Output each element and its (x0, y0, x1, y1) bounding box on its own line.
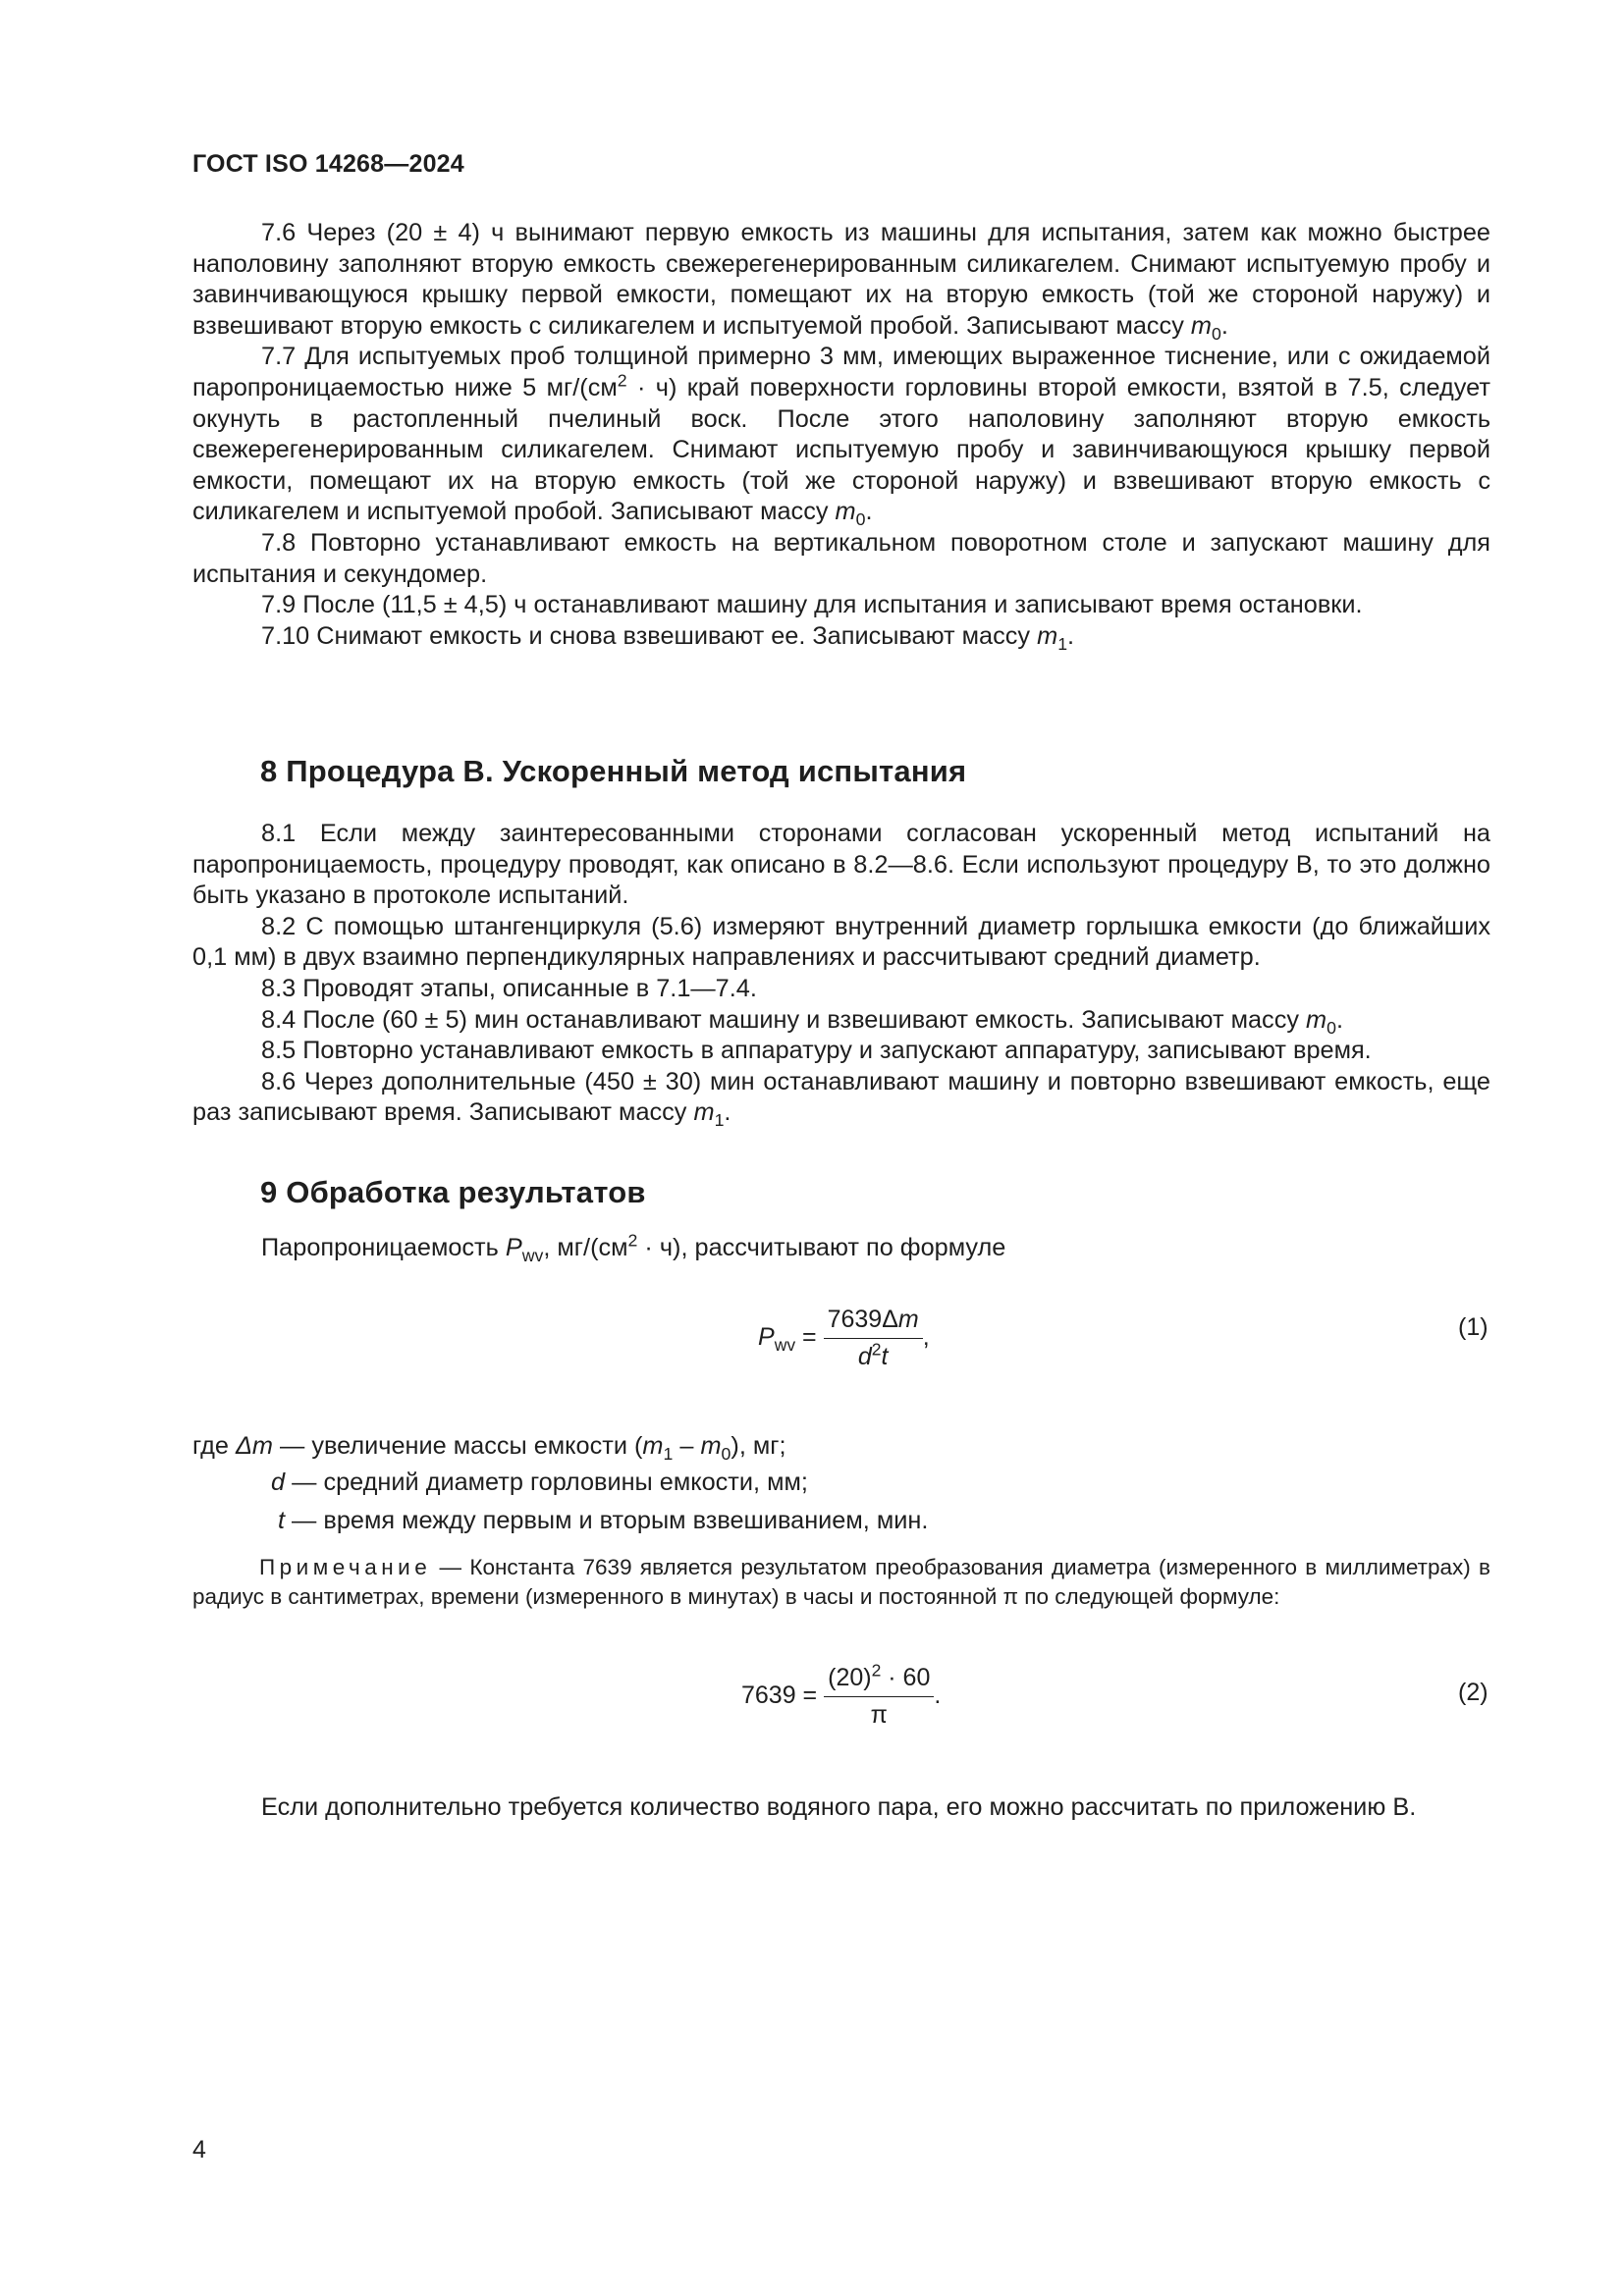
where-symbol: t (278, 1507, 286, 1534)
mass-symbol: m (693, 1098, 715, 1127)
paragraph-7-6 (192, 218, 1490, 342)
section-9-heading: 9 Обработка результатов (260, 1175, 646, 1209)
formula-2-fraction (824, 1660, 934, 1730)
where-text: средний диаметр горловины емкости, мм; (323, 1468, 808, 1496)
formula-2-numerator (824, 1660, 934, 1697)
where-end: ), мг; (731, 1432, 786, 1460)
subscript-1: 1 (714, 1110, 725, 1131)
subscript-1: 1 (663, 1444, 674, 1465)
mass-symbol: m (1190, 311, 1212, 340)
closing-block (192, 1792, 1490, 1824)
period: . (1067, 621, 1075, 650)
subscript-wv: wv (521, 1246, 544, 1266)
formula-2-period: . (934, 1682, 942, 1710)
paragraph-7-7-text-b: · ч) край поверхности горловины второй емкости, взятой в 7.5, следует окунуть в растопленный пчелиный воск. После этого наполовину заполняют вторую емкость свежерегенерированным силикагелем. Снимают испытуемую пробу и завинчивающуюся крышку первой емкости, помещают их на вторую емкость (той же стороной наружу) и взвешивают вторую емкость с силикагелем и испытуемой пробой. Записывают массу (192, 373, 1490, 526)
formula-2-lhs: 7639 = (741, 1682, 818, 1710)
section-9-intro (192, 1230, 1490, 1266)
period: . (865, 498, 873, 526)
where-item-delta-m (192, 1431, 786, 1465)
paragraph-7-7-text-a: 7.7 Для испытуемых проб толщиной примерно 3 мм, имеющих выраженное тиснение, или с ожидаемой паропроницаемостью ниже 5 мг/(см (192, 343, 1490, 401)
formula-1 (758, 1306, 930, 1371)
where-item-d (271, 1468, 808, 1498)
period: . (724, 1098, 731, 1127)
where-symbol: d (271, 1468, 286, 1496)
paragraph-7-6-text: 7.6 Через (20 ± 4) ч вынимают первую емкость из машины для испытания, затем как можно быстрее наполовину заполняют вторую емкость свежерегенерированным силикагелем. Снимают испытуемую пробу и завинчивающуюся крышку первой емкости, помещают их на вторую емкость (той же стороной наружу) и взвешивают вторую емкость с силикагелем и испытуемой пробой. Записывают массу (192, 219, 1490, 340)
document-header: ГОСТ ISO 14268—2024 (192, 150, 464, 178)
formula-2-denominator: π (870, 1701, 888, 1729)
period: . (1335, 1005, 1343, 1034)
paragraph-8-2: 8.2 С помощью штангенциркуля (5.6) измеряют внутренний диаметр горлышка емкости (до ближайших 0,1 мм) в двух взаимно перпендикулярных направлениях и рассчитывают средний диаметр. (192, 912, 1490, 972)
intro-text-c: · ч), рассчитывают по формуле (637, 1234, 1006, 1261)
paragraph-8-5: 8.5 Повторно устанавливают емкость в аппаратуру и запускают аппаратуру, записывают время. (261, 1037, 1372, 1065)
note-block (192, 1553, 1490, 1612)
numerator-constant: 7639Δ (827, 1306, 898, 1333)
period: . (1220, 311, 1228, 340)
where-text: время между первым и вторым взвешиванием, мин. (323, 1507, 929, 1534)
where-symbol: Δm (235, 1432, 273, 1460)
where-lead: где (192, 1432, 236, 1460)
paragraph-8-1: 8.1 Если между заинтересованными сторонами согласован ускоренный метод испытаний на паропроницаемость, процедуру проводят, как описано в 8.2—8.6. Если используют процедуру В, то это должно быть указано в протоколе испытаний. (192, 820, 1490, 910)
numerator-base: (20) (828, 1664, 872, 1691)
where-dash: — (285, 1507, 324, 1534)
equals-sign: = (795, 1323, 817, 1352)
numerator-variable: m (897, 1306, 919, 1333)
intro-text-b: , мг/(см (543, 1234, 628, 1261)
denominator-time: t (881, 1343, 889, 1370)
paragraph-7-9: 7.9 После (11,5 ± 4,5) ч останавливают машину для испытания и записывают время остановки. (261, 591, 1363, 619)
paragraph-8-3: 8.3 Проводят этапы, описанные в 7.1—7.4. (261, 974, 757, 1002)
section-8-paragraphs (192, 819, 1490, 1129)
where-dash: — (273, 1432, 312, 1460)
paragraph-8-6 (192, 1067, 1490, 1129)
paragraph-7-8: 7.8 Повторно устанавливают емкость на вертикальном поворотном столе и запускают машину для испытания и секундомер. (192, 528, 1490, 588)
formula-2 (741, 1660, 942, 1730)
equation-number-2: (2) (1458, 1679, 1489, 1706)
subscript-0: 0 (721, 1444, 731, 1465)
subscript-0: 0 (1211, 323, 1221, 344)
denominator-diameter: d (857, 1343, 872, 1370)
mass-symbol: m (1306, 1005, 1327, 1034)
numerator-exponent: 2 (871, 1660, 882, 1681)
where-dash: — (285, 1468, 324, 1496)
section-8-heading: 8 Процедура В. Ускоренный метод испытания (260, 754, 967, 788)
where-text: увеличение массы емкости ( (311, 1432, 643, 1460)
note-label: Примечание (259, 1555, 432, 1579)
paragraph-7-10 (192, 621, 1490, 653)
minus-sign: – (673, 1432, 701, 1460)
mass-symbol: m (835, 498, 856, 526)
formula-1-denominator (824, 1339, 923, 1371)
subscript-0: 0 (1326, 1017, 1336, 1038)
mass-symbol: m (700, 1432, 722, 1460)
paragraph-7-7 (192, 342, 1490, 528)
mass-symbol: m (642, 1432, 664, 1460)
section-7-paragraphs (192, 218, 1490, 652)
superscript-2: 2 (627, 1230, 638, 1251)
paragraph-8-4 (192, 1005, 1490, 1037)
permeability-symbol: P (505, 1234, 522, 1261)
equation-number-1: (1) (1458, 1313, 1489, 1341)
formula-1-fraction (824, 1306, 923, 1371)
denominator-exponent: 2 (871, 1339, 882, 1360)
subscript-0: 0 (855, 509, 866, 530)
formula-1-numerator (824, 1306, 923, 1339)
paragraph-8-4-text: 8.4 После (60 ± 5) мин останавливают машину и взвешивают емкость. Записывают массу (261, 1005, 1307, 1034)
formula-1-lhs-subscript: wv (774, 1335, 796, 1356)
paragraph-8-6-text: 8.6 Через дополнительные (450 ± 30) мин останавливают машину и повторно взвешивают емкость, еще раз записывают время. Записывают массу (192, 1067, 1490, 1127)
mass-symbol: m (1037, 621, 1058, 650)
where-item-t (278, 1506, 928, 1536)
formula-1-comma: , (922, 1323, 930, 1352)
superscript-2: 2 (617, 370, 627, 391)
note-text: — Константа 7639 является результатом преобразования диаметра (измеренного в миллиметрах) в радиус в сантиметрах, времени (измеренного в минутах) в часы и постоянной π по следующей формуле: (192, 1555, 1490, 1609)
subscript-1: 1 (1057, 633, 1068, 654)
paragraph-7-10-text: 7.10 Снимают емкость и снова взвешивают ее. Записывают массу (261, 621, 1038, 650)
page-number: 4 (192, 2136, 206, 2163)
numerator-factor: · 60 (881, 1664, 931, 1691)
intro-text-a: Паропроницаемость (261, 1234, 506, 1261)
closing-paragraph: Если дополнительно требуется количество водяного пара, его можно рассчитать по приложению В. (261, 1793, 1417, 1821)
formula-intro (192, 1230, 1490, 1266)
formula-1-lhs: P (758, 1323, 775, 1352)
